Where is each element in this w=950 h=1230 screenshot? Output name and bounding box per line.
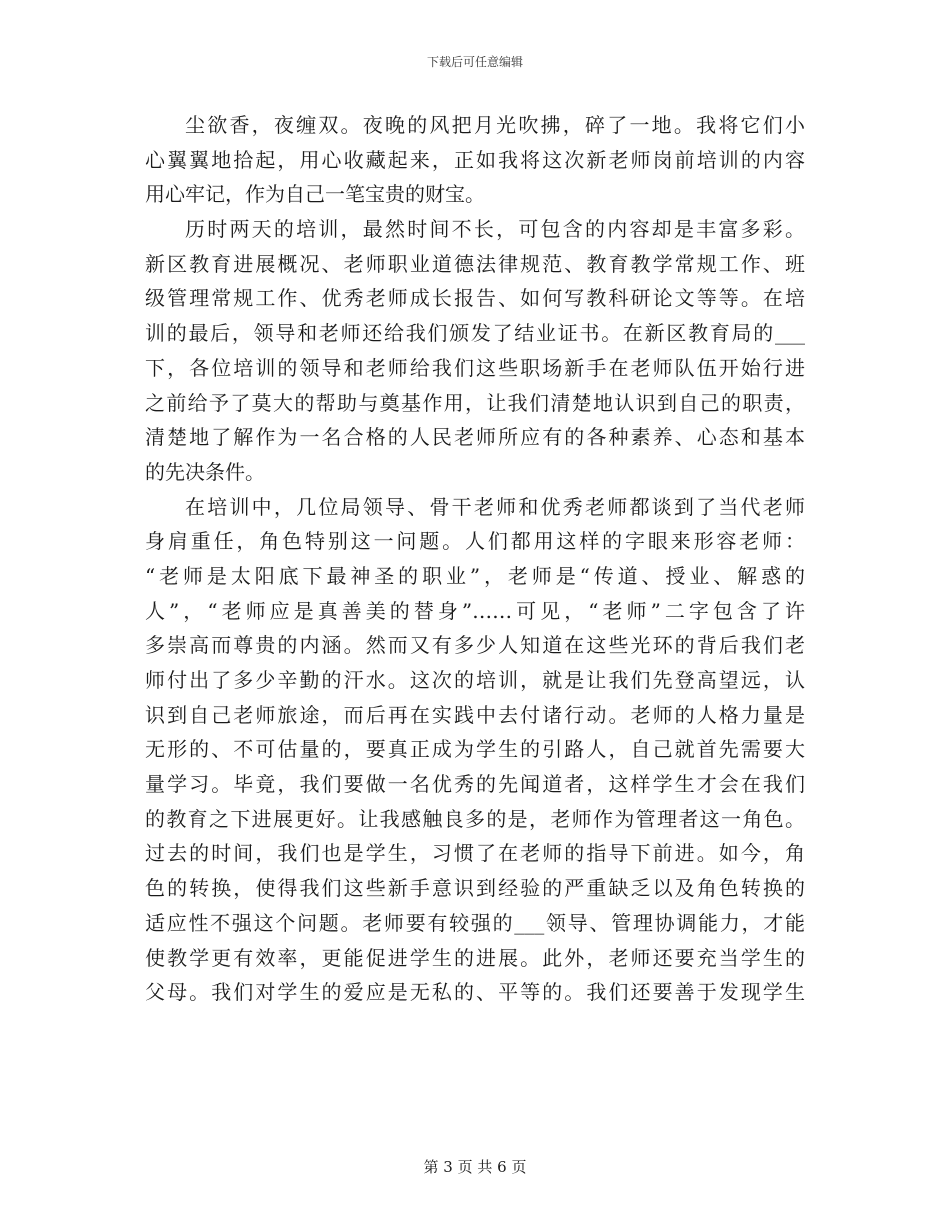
text-line: 过去的时间，我们也是学生，习惯了在老师的指导下前进。如今，角 [145, 841, 805, 866]
text-line: 在培训中，几位局领导、骨干老师和优秀老师都谈到了当代老师 [185, 494, 805, 519]
text-line: 训的最后，领导和老师还给我们颁发了结业证书。在新区教育局的___ [145, 321, 805, 346]
text-line: 之前给予了莫大的帮助与奠基作用，让我们清楚地认识到自己的职责， [145, 390, 805, 415]
text-line: 适应性不强这个问题。老师要有较强的___领导、管理协调能力，才能 [145, 910, 805, 935]
text-line: 新区教育进展概况、老师职业道德法律规范、教育教学常规工作、班 [145, 251, 805, 276]
text-line: 级管理常规工作、优秀老师成长报告、如何写教科研论文等等。在培 [145, 286, 805, 311]
text-line: 清楚地了解作为一名合格的人民老师所应有的各种素养、心态和基本 [145, 425, 805, 450]
text-line: 尘欲香，夜缠双。夜晚的风把月光吹拂，碎了一地。我将它们小 [185, 113, 805, 137]
page-number: 第 3 页 共 6 页 [423, 1158, 527, 1176]
text-line: 量学习。毕竟，我们要做一名优秀的先闻道者，这样学生才会在我们 [145, 772, 805, 797]
text-line: 使教学更有效率，更能促进学生的进展。此外，老师还要充当学生的 [145, 945, 805, 970]
page-header-note: 下载后可任意编辑 [426, 55, 523, 69]
text-line: 多崇高而尊贵的内涵。然而又有多少人知道在这些光环的背后我们老 [145, 633, 805, 658]
text-line: 心翼翼地拾起，用心收藏起来，正如我将这次新老师岗前培训的内容 [145, 147, 805, 172]
text-line: 身肩重任，角色特别这一问题。人们都用这样的字眼来形容老师： [145, 529, 805, 554]
text-line: 下，各位培训的领导和老师给我们这些职场新手在老师队伍开始行进 [145, 355, 805, 380]
text-line: 师付出了多少辛勤的汗水。这次的培训，就是让我们先登高望远，认 [145, 668, 805, 692]
text-line: 父母。我们对学生的爱应是无私的、平等的。我们还要善于发现学生 [145, 980, 805, 1005]
text-line: 识到自己老师旅途，而后再在实践中去付诸行动。老师的人格力量是 [145, 702, 805, 727]
document-body [145, 108, 805, 1010]
text-line: 无形的、不可估量的，要真正成为学生的引路人，自己就首先需要大 [145, 737, 805, 762]
text-line: 的教育之下进展更好。让我感触良多的是，老师作为管理者这一角色。 [145, 806, 805, 831]
text-line: 色的转换，使得我们这些新手意识到经验的严重缺乏以及角色转换的 [145, 876, 805, 901]
text-line: 用心牢记，作为自己一笔宝贵的财宝。 [145, 182, 485, 207]
text-line: “老师是太阳底下最神圣的职业”，老师是“传道、授业、解惑的 [145, 563, 805, 588]
text-line: 人”，“老师应是真善美的替身”……可见，“老师”二字包含了许 [145, 598, 805, 623]
text-line: 历时两天的培训，最然时间不长，可包含的内容却是丰富多彩。 [185, 217, 805, 242]
text-line: 的先决条件。 [145, 459, 265, 484]
